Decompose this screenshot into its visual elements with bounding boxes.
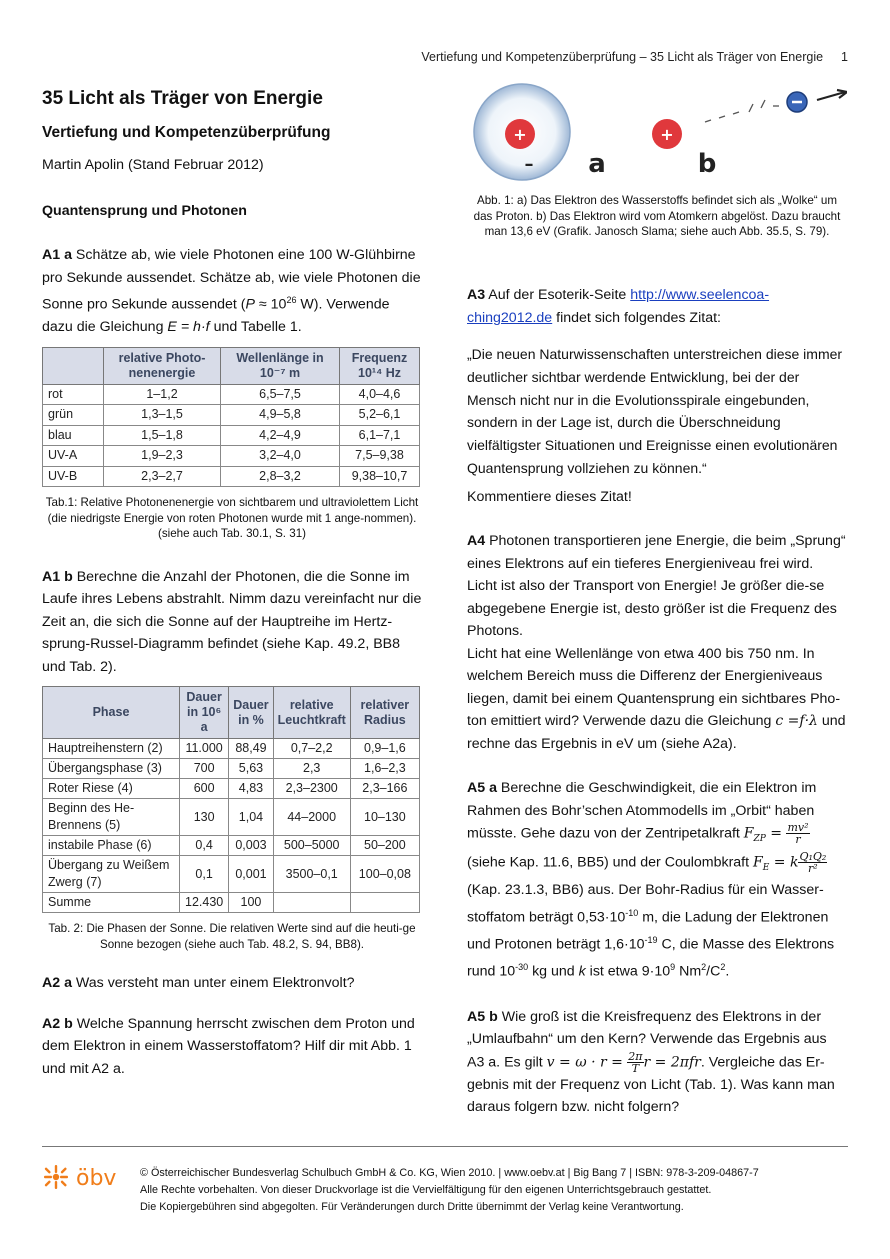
- esoteric-link[interactable]: http://www.seelencoa-: [630, 287, 770, 303]
- hydrogen-atom-illustration: [467, 82, 847, 190]
- table-row: Summe 12.430 100: [43, 893, 420, 913]
- table1-caption: Tab.1: Relative Photonenenergie von sichtbarem und ultraviolettem Licht (die niedrigste Energie von roten Photonen wurde mit 1 ange-nommen). (siehe auch Tab. 30.1, S. 31): [45, 496, 419, 541]
- footer-divider: [42, 1146, 848, 1147]
- trajectory-dashes: [705, 100, 779, 122]
- task-a5b: A5 b Wie groß ist die Kreisfrequenz des Elektrons in der „Umlaufbahn“ um den Kern? Verwende das Ergebnis aus A3 a. Es gilt v = ω · r = $\frac{2\pi}{T}$ r = 2πfr. Vergleiche das Er-gebnis mit der Frequenz von Licht (Tab. 1). Was kann man daraus folgern bzw. nicht folgern?: [467, 1008, 835, 1116]
- page-number: 1: [841, 50, 848, 64]
- arrow-icon: [817, 90, 847, 100]
- comment-instruction: Kommentiere dieses Zitat!: [467, 488, 632, 505]
- plus-sign-a: +: [513, 125, 527, 144]
- oebv-logo-icon: [44, 1163, 134, 1191]
- task-a3: A3 Auf der Esoterik-Seite http://www.seelencoa- ching2012.de findet sich folgendes Zitat:: [467, 287, 770, 326]
- task-a2a: A2 a Was versteht man unter einem Elektronvolt?: [42, 975, 355, 992]
- task-a1a: A1 a Schätze ab, wie viele Photonen eine 100 W-Glühbirne pro Sekunde aussendet. Schätze ab, wie viele Photonen die Sonne pro Sekunde aussendet ($P \approx 10^{26}$ W). Verwende dazu die Gleichung E = h·f und Tabelle 1.: [42, 247, 421, 336]
- table-row: instabile Phase (6) 0,4 0,003 500–5000 50–200: [43, 836, 420, 856]
- left-column: [42, 86, 422, 1096]
- table-row: blau 1,5–1,8 4,2–4,9 6,1–7,1: [43, 425, 420, 446]
- page-subtitle: Vertiefung und Kompetenzüberprüfung: [42, 124, 331, 141]
- table-row: Beginn des He-Brennens (5) 130 1,04 44–2000 10–130: [43, 799, 420, 836]
- table-header-row: relative Photo-nenenergie Wellenlänge in 10⁻⁷ m Frequenz 10¹⁴ Hz: [43, 347, 420, 384]
- footer-text: [140, 1165, 840, 1216]
- table-header-row: Phase Dauer in 10⁶ a Dauer in % relative Leuchtkraft relativer Radius: [43, 687, 420, 739]
- figure-label-a: a: [588, 149, 606, 179]
- running-title: Vertiefung und Kompetenzüberprüfung – 35 Licht als Träger von Energie: [421, 50, 824, 64]
- fraction-2pi-T: $\frac{2\pi}{T}$: [628, 1049, 643, 1075]
- esoteric-link-2[interactable]: ching2012.de: [467, 309, 553, 326]
- table-photon-energy: [42, 347, 420, 488]
- table-row: grün 1,3–1,5 4,9–5,8 5,2–6,1: [43, 405, 420, 426]
- atom-figure: [467, 82, 847, 190]
- task-a5a: A5 a Berechne die Geschwindigkeit, die ein Elektron im Rahmen des Bohr’schen Atommodells im „Orbit“ haben müsste. Gehe dazu von der Zentripetalkraft $F_{ZP}$ = $\frac{\text{mv²}}{r}$ (siehe Kap. 11.6, BB5) und der Coulombkraft $F_E = k$ $\frac{\text{Q₁Q₂}}{\text{r²}}$ (Kap. 23.1.3, BB6) aus. Der Bohr-Radius für ein Wasser-stoffatom beträgt $0,53\cdot 10^{-10}$ m, die Ladung der Elektronen und Protonen beträgt $1,6\cdot 10^{-19}$ C, die Masse des Elektrons rund $10^{-30}$ kg und k ist etwa $9\cdot 10^9$ $Nm^2/C^2$.: [467, 780, 835, 981]
- table-row: Übergang zu Weißem Zwerg (7) 0,1 0,001 3500–0,1 100–0,08: [43, 856, 420, 893]
- page-title: 35 Licht als Träger von Energie: [42, 88, 323, 109]
- task-a4: A4 Photonen transportieren jene Energie, die beim „Sprung“ eines Elektrons auf ein tieferes Energieniveau frei wird. Licht ist also der Transport von Energie! Je größer die-se abgegebene Energie ist, desto größer ist die Frequenz des Photons.: [467, 533, 846, 640]
- figure-label-b: b: [697, 149, 717, 179]
- right-column: [467, 284, 847, 1135]
- table-row: UV-A 1,9–2,3 3,2–4,0 7,5–9,38: [43, 446, 420, 467]
- task-a4-part2: Licht hat eine Wellenlänge von etwa 400 bis 750 nm. In welchem Bereich muss die Differenz der Energieniveaus liegen, damit bei einem Quantensprung ein sichtbares Pho-ton emittiert wird? Verwende dazu die Gleichung c =f·λ und rechne das Ergebnis in eV um (siehe A2a).: [467, 645, 846, 752]
- fraction-mv2-r: $\frac{\text{mv²}}{r}$: [787, 821, 809, 847]
- running-header: [421, 50, 848, 64]
- svg-text:öbv: öbv: [76, 1166, 117, 1191]
- author-line: Martin Apolin (Stand Februar 2012): [42, 157, 264, 173]
- table2-caption: Tab. 2: Die Phasen der Sonne. Die relativen Werte sind auf die heuti-ge Sonne bezogen (siehe auch Tab. 48.2, S. 94, BB8).: [48, 922, 416, 951]
- table-row: Roter Riese (4) 600 4,83 2,3–2300 2,3–166: [43, 779, 420, 799]
- plus-sign-b: +: [660, 125, 674, 144]
- figure-caption: Abb. 1: a) Das Elektron des Wasserstoffs befindet sich als „Wolke“ um das Proton. b) Das Elektron wird vom Atomkern abgelöst. Dazu braucht man 13,6 eV (Grafik. Janosch Slama; siehe auch Abb. 35.5, S. 79).: [473, 194, 841, 238]
- table-row: Hauptreihenstern (2) 11.000 88,49 0,7–2,2 0,9–1,6: [43, 739, 420, 759]
- footer-line-3: Die Kopiergebühren sind abgegolten. Für Veränderungen durch Dritte übernimmt der Verlag keine Verantwortung.: [140, 1201, 684, 1213]
- footer-line-1: © Österreichischer Bundesverlag Schulbuch GmbH & Co. KG, Wien 2010. | www.oebv.at | Big Bang 7 | ISBN: 978-3-209-04867-7: [140, 1167, 759, 1179]
- oebv-logo: [44, 1163, 134, 1191]
- table-row: UV-B 2,3–2,7 2,8–3,2 9,38–10,7: [43, 466, 420, 487]
- fraction-q1q2-r2: $\frac{\text{Q₁Q₂}}{\text{r²}}$: [799, 849, 827, 875]
- table-sun-phases: [42, 686, 420, 913]
- minus-sign-a: –: [524, 154, 534, 175]
- task-a1b: A1 b Berechne die Anzahl der Photonen, die die Sonne im Laufe ihres Lebens abstrahlt. Nimm dazu vereinfacht nur die Zeit an, die sich die Sonne auf der Hauptreihe im Hertz-sprung-Russel-Diagramm befindet (siehe Kap. 49.2, BB8 und Tab. 2).: [42, 568, 422, 675]
- task-a2b: A2 b Welche Spannung herrscht zwischen dem Proton und dem Elektron in einem Wasserstoffatom? Hilf dir mit Abb. 1 und mit A2 a.: [42, 1015, 415, 1077]
- esoteric-quote: „Die neuen Naturwissenschaften unterstreichen diese immer deutlicher sichtbar werdende Entwicklung, bei der der Mensch nicht nur in die Evolutionsspirale eingebunden, sondern in der Lage ist, durch die Überschneidung vielfältigster Situationen und Ereignisse einen evolutionären Quantensprung vollziehen zu können.“: [467, 346, 843, 476]
- table-row: Übergangsphase (3) 700 5,63 2,3 1,6–2,3: [43, 759, 420, 779]
- section-title: Quantensprung und Photonen: [42, 202, 247, 219]
- footer-line-2: Alle Rechte vorbehalten. Von dieser Druckvorlage ist die Vervielfältigung für den eigenen Unterrichtsgebrauch gestattet.: [140, 1184, 712, 1196]
- table-row: rot 1–1,2 6,5–7,5 4,0–4,6: [43, 384, 420, 405]
